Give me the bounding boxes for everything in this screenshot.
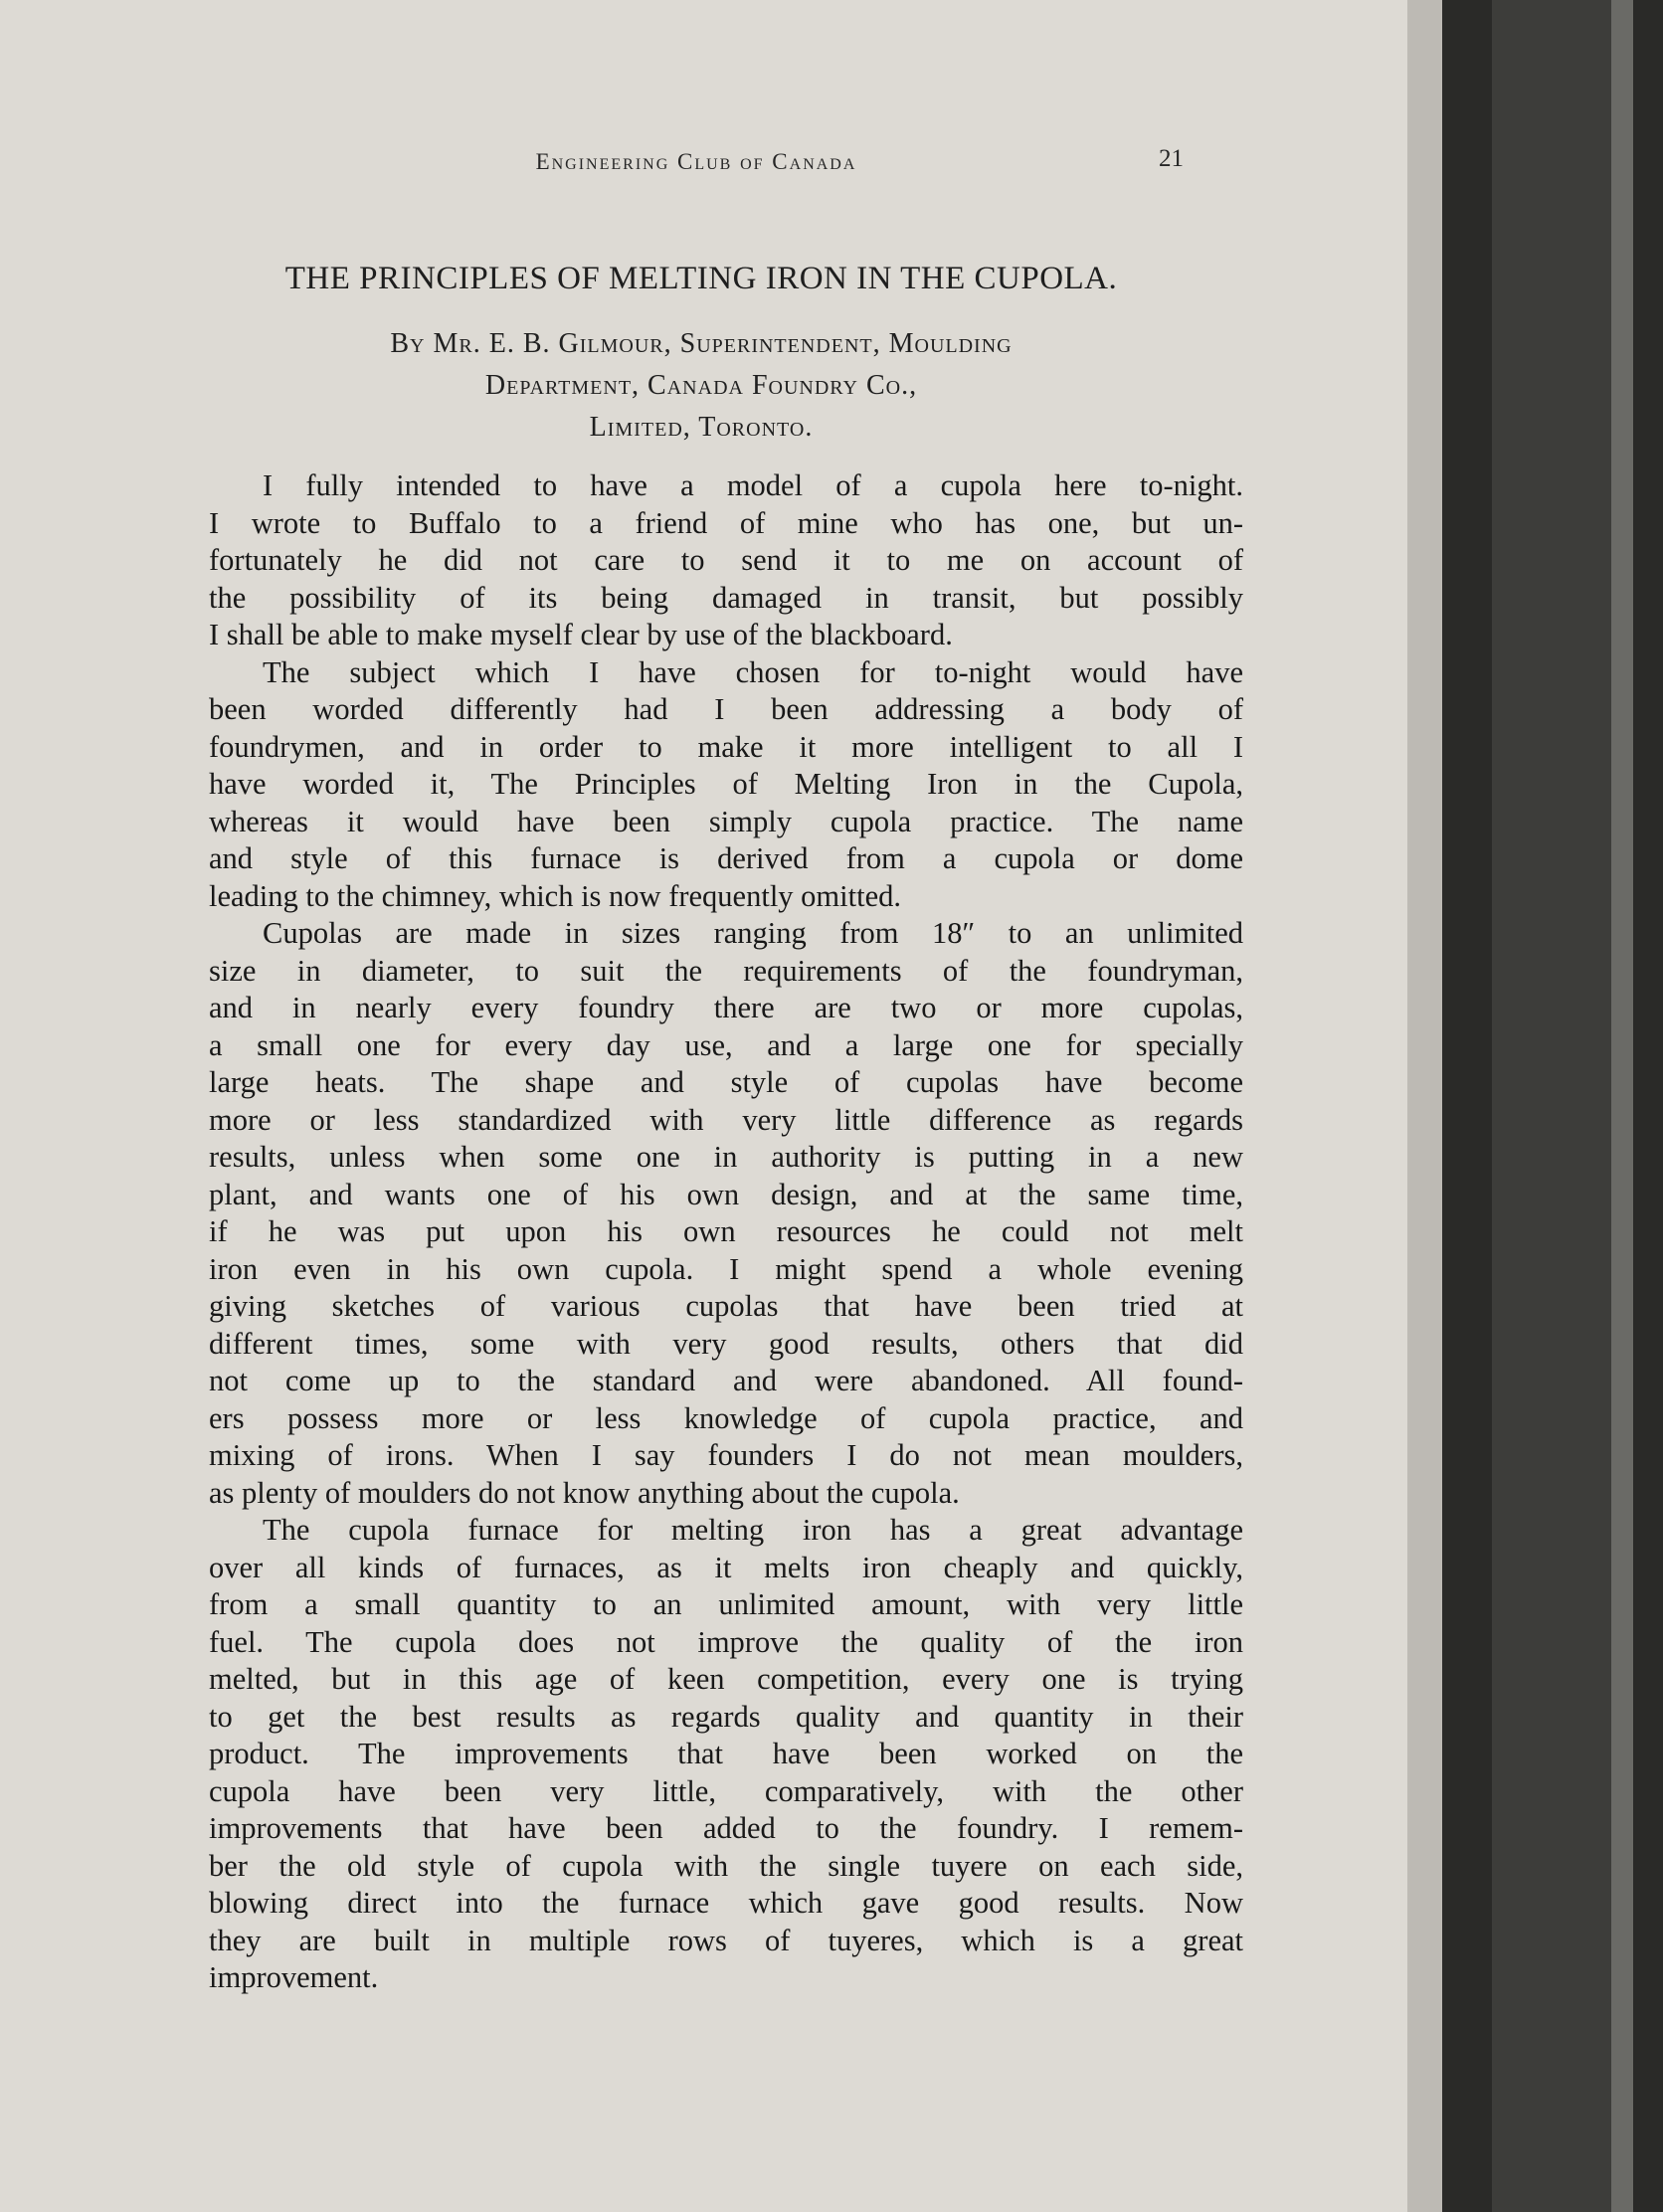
text-line: I shall be able to make myself clear by use of the blackboard. [209,618,953,651]
page-edge [1407,0,1447,2212]
page-number: 21 [1159,145,1184,172]
text-line: Cupolas are made in sizes ranging from 18″ to an unlimited [263,916,1243,950]
text-line: I fully intended to have a model of a cupola here to-night. [263,468,1243,502]
text-line: foundrymen, and in order to make it more intelligent to all I [209,729,1243,764]
text-line: they are built in multiple rows of tuyeres, which is a great [209,1923,1243,1957]
text-line: leading to the chimney, which is now frequently omitted. [209,878,901,913]
text-line: a small one for every day use, and a large one for specially [209,1027,1243,1062]
book-binding-edge [1611,0,1633,2212]
text-line: size in diameter, to suit the requirements of the foundryman, [209,953,1243,988]
text-line: ber the old style of cupola with the single tuyere on each side, [209,1848,1243,1883]
paragraph [209,1512,1243,1997]
text-line: fuel. The cupola does not improve the quality of the iron [209,1624,1243,1659]
text-line: from a small quantity to an unlimited amount, with very little [209,1587,1243,1621]
running-head: Engineering Club of Canada [535,149,857,174]
text-line: and style of this furnace is derived from a cupola or dome [209,841,1243,875]
text-line: large heats. The shape and style of cupolas have become [209,1065,1243,1099]
text-line: whereas it would have been simply cupola practice. The name [209,804,1243,838]
text-line: product. The improvements that have been worked on the [209,1737,1243,1770]
article-body [209,467,1243,1997]
text-line: different times, some with very good results, others that did [209,1326,1243,1361]
byline-line: By Mr. E. B. Gilmour, Superintendent, Moulding [390,328,1013,359]
byline-line: Department, Canada Foundry Co., [484,370,918,401]
text-line: results, unless when some one in authority is putting in a new [209,1140,1243,1174]
text-line: have worded it, The Principles of Melting Iron in the Cupola, [209,767,1243,801]
byline [179,323,1223,449]
text-line: more or less standardized with very little difference as regards [209,1102,1243,1137]
text-line: the possibility of its being damaged in transit, but possibly [209,580,1243,615]
text-line: to get the best results as regards quality and quantity in their [209,1699,1243,1734]
paragraph [209,654,1243,916]
text-line: improvement. [209,1960,379,1994]
paragraph [209,915,1243,1512]
text-line: The cupola furnace for melting iron has a great advantage [263,1513,1243,1547]
text-line: and in nearly every foundry there are two or more cupolas, [209,991,1243,1024]
text-line: blowing direct into the furnace which gave good results. Now [209,1886,1243,1920]
book-binding-cloth [1492,0,1611,2212]
byline-line: Limited, Toronto. [589,412,814,443]
text-line: iron even in his own cupola. I might spend a whole evening [209,1251,1243,1286]
text-line: ers possess more or less knowledge of cupola practice, and [209,1400,1243,1435]
text-line: not come up to the standard and were abandoned. All found- [209,1364,1243,1397]
article-title: THE PRINCIPLES OF MELTING IRON IN THE CUPOLA. [284,261,1118,296]
text-line: fortunately he did not care to send it to me on account of [209,543,1243,577]
text-line: over all kinds of furnaces, as it melts iron cheaply and quickly, [209,1550,1243,1584]
text-line: I wrote to Buffalo to a friend of mine who has one, but un- [209,505,1243,540]
paragraph [209,467,1243,654]
text-line: as plenty of moulders do not know anything about the cupola. [209,1475,960,1510]
text-line: The subject which I have chosen for to-night would have [263,654,1243,689]
text-line: plant, and wants one of his own design, and at the same time, [209,1177,1243,1211]
text-line: cupola have been very little, comparatively, with the other [209,1773,1243,1808]
text-line: been worded differently had I been addressing a body of [209,692,1243,726]
text-line: mixing of irons. When I say founders I do not mean moulders, [209,1438,1243,1472]
text-line: giving sketches of various cupolas that have been tried at [209,1289,1243,1323]
text-line: melted, but in this age of keen competition, every one is trying [209,1662,1243,1696]
text-line: if he was put upon his own resources he could not melt [209,1214,1243,1248]
text-line: improvements that have been added to the foundry. I remem- [209,1811,1243,1845]
